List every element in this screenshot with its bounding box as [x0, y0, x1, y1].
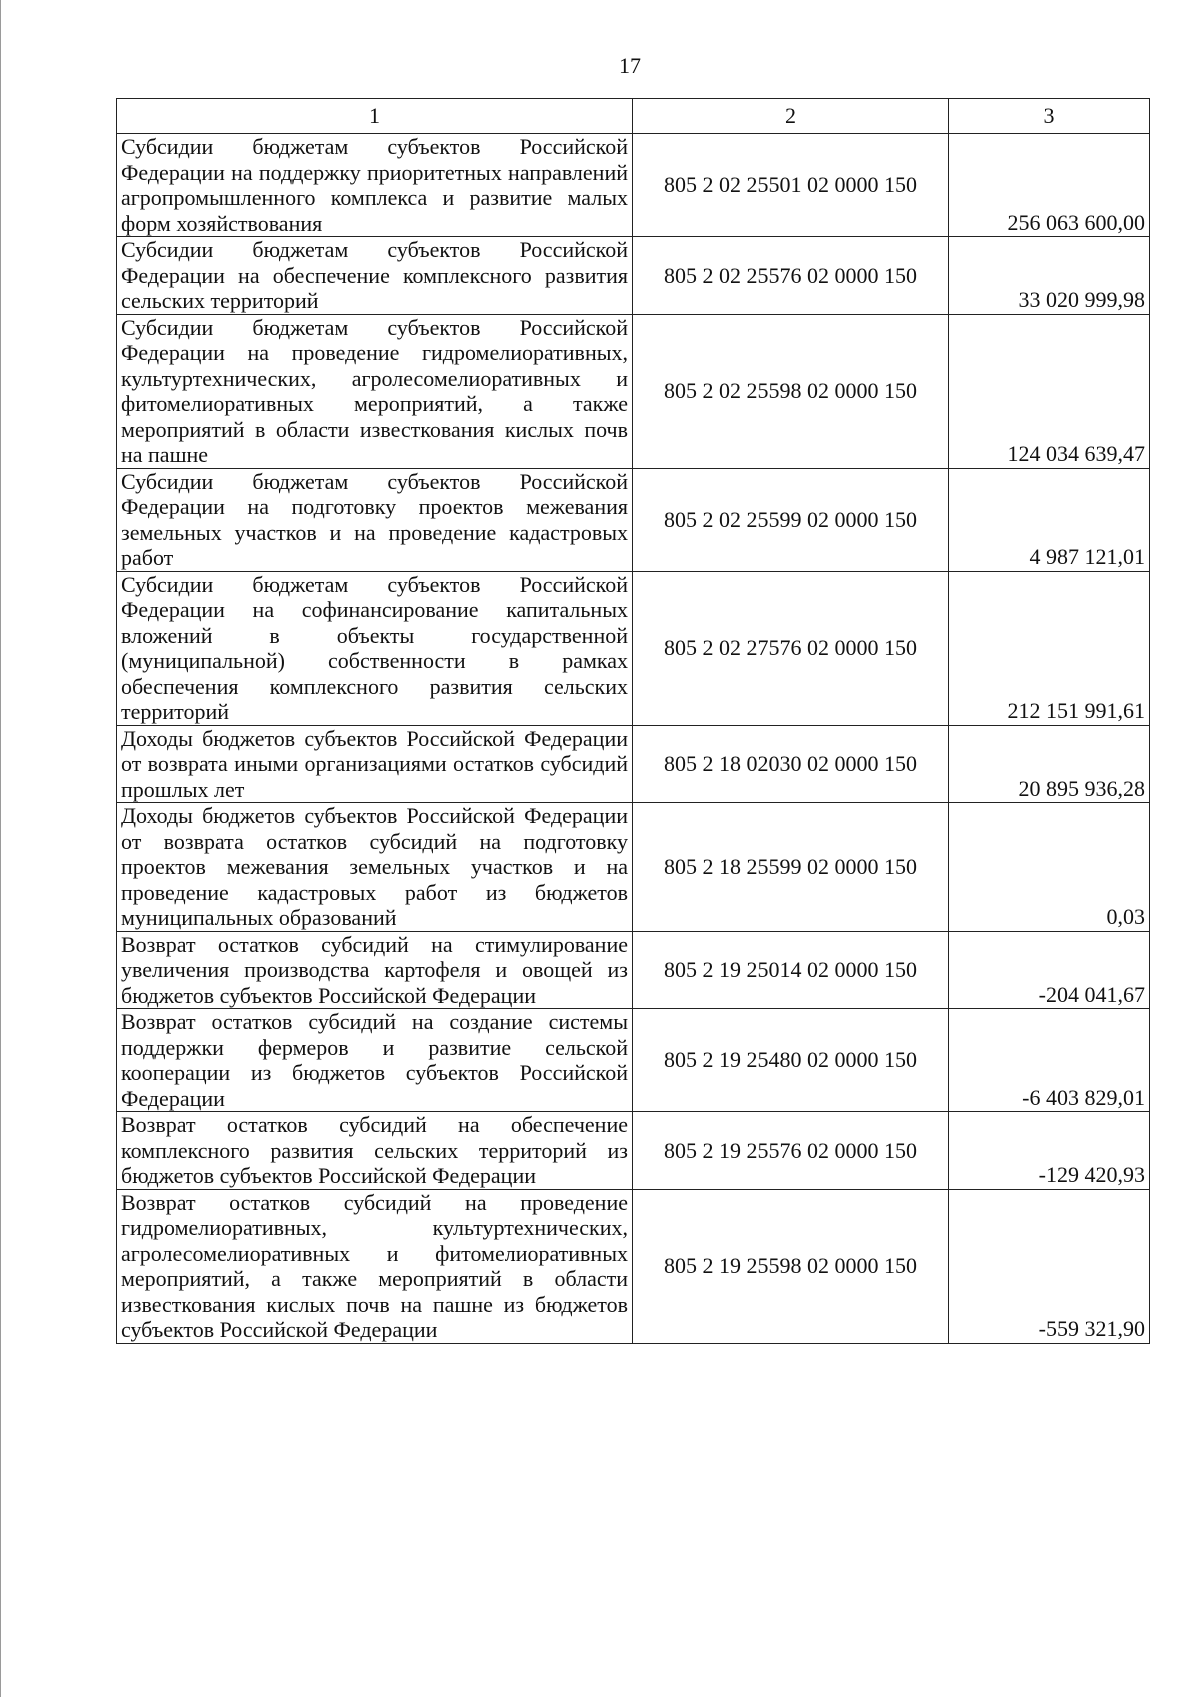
table-row: [117, 1009, 1150, 1112]
row-code: 805 2 02 25598 02 0000 150: [633, 314, 949, 468]
row-description: Возврат остатков субсидий на создание системы поддержки фермеров и развитие сельской кооперации из бюджетов субъектов Российской Федерации: [117, 1009, 633, 1112]
row-amount: 33 020 999,98: [949, 237, 1150, 315]
table-header-row: [117, 99, 1150, 134]
row-amount: 4 987 121,01: [949, 468, 1150, 571]
budget-revenue-table: [116, 98, 1150, 1344]
row-code: 805 2 02 25599 02 0000 150: [633, 468, 949, 571]
row-amount: -559 321,90: [949, 1189, 1150, 1343]
row-code: 805 2 18 02030 02 0000 150: [633, 725, 949, 803]
row-code: 805 2 19 25480 02 0000 150: [633, 1009, 949, 1112]
table-row: [117, 1112, 1150, 1190]
row-code: 805 2 02 27576 02 0000 150: [633, 571, 949, 725]
row-amount: 212 151 991,61: [949, 571, 1150, 725]
row-amount: -6 403 829,01: [949, 1009, 1150, 1112]
column-header-amount: 3: [949, 99, 1150, 134]
row-amount: 20 895 936,28: [949, 725, 1150, 803]
row-code: 805 2 02 25576 02 0000 150: [633, 237, 949, 315]
row-code: 805 2 18 25599 02 0000 150: [633, 803, 949, 932]
column-header-code: 2: [633, 99, 949, 134]
table-row: [117, 314, 1150, 468]
row-description: Возврат остатков субсидий на стимулирование увеличения производства картофеля и овощей из бюджетов субъектов Российской Федерации: [117, 931, 633, 1009]
row-description: Субсидии бюджетам субъектов Российской Федерации на поддержку приоритетных направлений агропромышленного комплекса и развитие малых форм хозяйствования: [117, 134, 633, 237]
row-description: Субсидии бюджетам субъектов Российской Федерации на подготовку проектов межевания земельных участков и на проведение кадастровых работ: [117, 468, 633, 571]
row-code: 805 2 19 25576 02 0000 150: [633, 1112, 949, 1190]
table-row: [117, 571, 1150, 725]
row-description: Доходы бюджетов субъектов Российской Федерации от возврата остатков субсидий на подготовку проектов межевания земельных участков и на проведение кадастровых работ из бюджетов муниципальных образований: [117, 803, 633, 932]
row-description: Доходы бюджетов субъектов Российской Федерации от возврата иными организациями остатков субсидий прошлых лет: [117, 725, 633, 803]
row-description: Субсидии бюджетам субъектов Российской Федерации на проведение гидромелиоративных, культуртехнических, агролесомелиоративных и фитомелиоративных мероприятий, а также мероприятий в области известкования кислых почв на пашне: [117, 314, 633, 468]
row-code: 805 2 19 25014 02 0000 150: [633, 931, 949, 1009]
page-number: 17: [619, 53, 641, 78]
table-row: [117, 237, 1150, 315]
row-amount: 256 063 600,00: [949, 134, 1150, 237]
table-row: [117, 931, 1150, 1009]
table-row: [117, 725, 1150, 803]
table-row: [117, 803, 1150, 932]
column-header-description: 1: [117, 99, 633, 134]
row-amount: 124 034 639,47: [949, 314, 1150, 468]
row-code: 805 2 19 25598 02 0000 150: [633, 1189, 949, 1343]
row-amount: 0,03: [949, 803, 1150, 932]
row-description: Субсидии бюджетам субъектов Российской Федерации на обеспечение комплексного развития сельских территорий: [117, 237, 633, 315]
table-row: [117, 1189, 1150, 1343]
row-amount: -129 420,93: [949, 1112, 1150, 1190]
row-amount: -204 041,67: [949, 931, 1150, 1009]
table-row: [117, 468, 1150, 571]
row-description: Возврат остатков субсидий на проведение гидромелиоративных, культуртехнических, агролесомелиоративных и фитомелиоративных мероприятий, а также мероприятий в области известкования кислых почв на пашне из бюджетов субъектов Российской Федерации: [117, 1189, 633, 1343]
row-code: 805 2 02 25501 02 0000 150: [633, 134, 949, 237]
scan-margin-line: [0, 0, 1, 1697]
table-row: [117, 134, 1150, 237]
row-description: Субсидии бюджетам субъектов Российской Федерации на софинансирование капитальных вложений в объекты государственной (муниципальной) собственности в рамках обеспечения комплексного развития сельских территорий: [117, 571, 633, 725]
row-description: Возврат остатков субсидий на обеспечение комплексного развития сельских территорий из бюджетов субъектов Российской Федерации: [117, 1112, 633, 1190]
